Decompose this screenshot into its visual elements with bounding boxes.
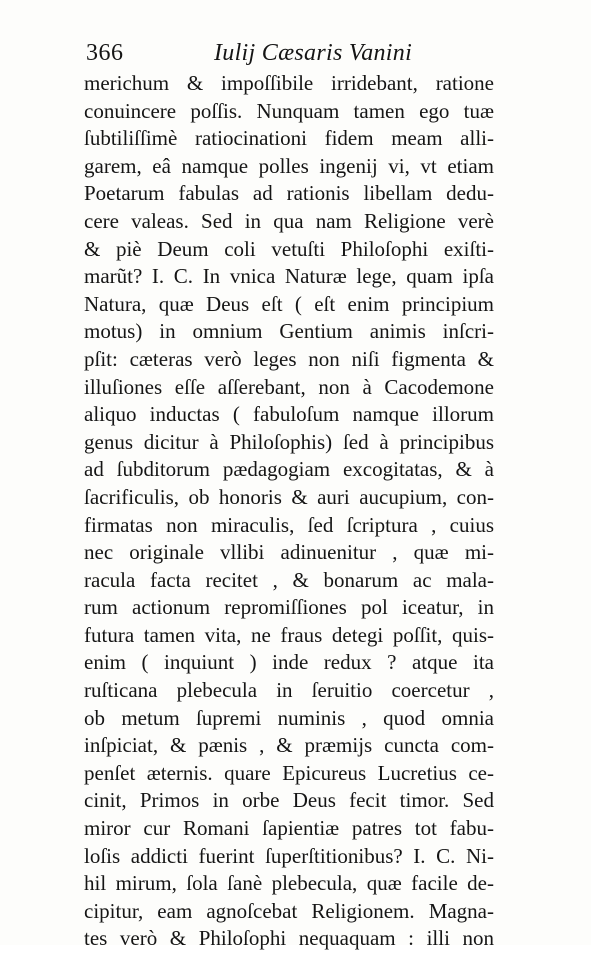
page-number: 366 — [86, 40, 124, 66]
text-line: ruſticana plebecula in ſeruitio coercetur , — [84, 678, 494, 703]
text-line: merichum & impoſſibile irridebant, ratione — [84, 71, 494, 95]
text-line: cere valeas. Sed in qua nam Religione verè — [84, 208, 494, 233]
text-line: conuincere poſſis. Nunquam tamen ego tuæ — [84, 98, 494, 123]
text-line: & piè Deum coli vetuſti Philoſophi exiſti- — [84, 236, 494, 261]
text-line: cinit, Primos in orbe Deus fecit timor. Sed — [84, 788, 494, 813]
text-line: genus dicitur à Philoſophis) ſed à principibus — [84, 429, 494, 454]
text-line: nec originale vllibi adinuenitur , quæ mi- — [84, 540, 494, 565]
text-line: miror cur Romani ſapientiæ patres tot fabu- — [84, 816, 494, 841]
text-line: Natura, quæ Deus eſt ( eſt enim principium — [84, 291, 494, 316]
text-line: ſacrificulis, ob honoris & auri aucupium, con- — [84, 484, 494, 509]
text-line: ad ſubditorum pædagogiam excogitatas, & à — [84, 457, 494, 482]
text-line: rum actionum repromiſſiones pol iceatur, in — [84, 595, 494, 620]
text-line: ob metum ſupremi numinis , quod omnia — [84, 705, 494, 730]
text-line: cipitur, eam agnoſcebat Religionem. Magna- — [84, 898, 494, 923]
text-line: loſis addicti fuerint ſuperſtitionibus? I. C. Ni- — [84, 843, 494, 868]
text-line: hil mirum, ſola ſanè plebecula, quæ facile de- — [84, 871, 494, 896]
text-line: tes verò & Philoſophi nequaquam : illi non — [84, 926, 494, 951]
text-line: motus) in omnium Gentium animis inſcri- — [84, 319, 494, 344]
text-line: enim ( inquiunt ) inde redux ? atque ita — [84, 650, 494, 675]
page-header — [86, 38, 486, 68]
text-line: garem, eâ namque polles ingenij vi, vt etiam — [84, 153, 494, 178]
text-line: penſet æternis. quare Epicureus Lucretius ce- — [84, 760, 494, 785]
text-line: firmatas non miraculis, ſed ſcriptura , cuius — [84, 512, 494, 537]
text-line: marũt? I. C. In vnica Naturæ lege, quam ipſa — [84, 264, 494, 289]
text-line: ſubtiliſſimè ratiocinationi fidem meam alli- — [84, 126, 494, 151]
running-head: Iulij Cæsaris Vanini — [214, 40, 413, 66]
text-line: futura tamen vita, ne fraus detegi poſſit, quis- — [84, 622, 494, 647]
text-line: Poetarum fabulas ad rationis libellam dedu- — [84, 181, 494, 206]
text-line: racula facta recitet , & bonarum ac mala- — [84, 567, 494, 592]
text-line: inſpiciat, & pænis , & præmijs cuncta com- — [84, 733, 494, 758]
body-text — [84, 70, 494, 953]
text-line: pſit: cæteras verò leges non niſi figmenta & — [84, 346, 494, 371]
text-line: aliquo inductas ( fabuloſum namque illorum — [84, 402, 494, 427]
text-line: illuſiones eſſe aſſerebant, non à Cacodemone — [84, 374, 494, 399]
